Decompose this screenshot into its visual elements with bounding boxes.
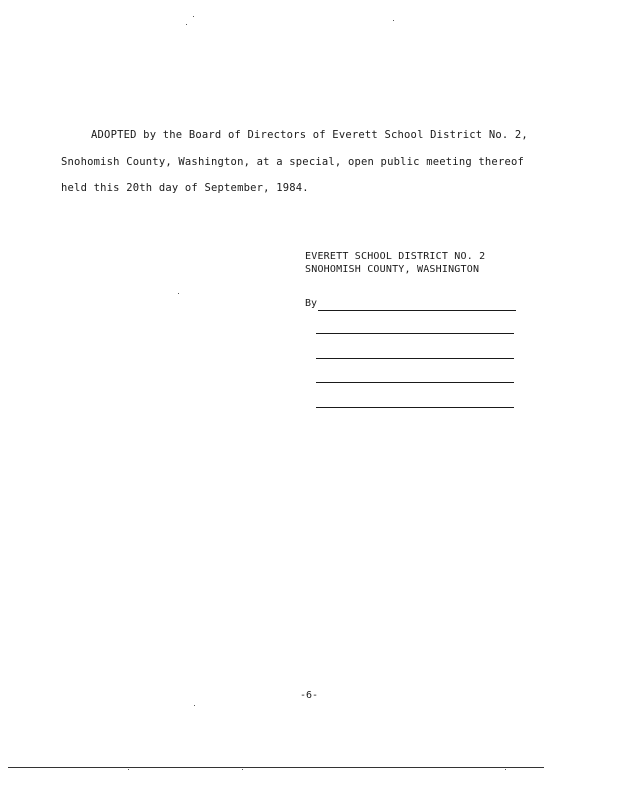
by-label: By [305, 298, 318, 309]
signature-block-heading [305, 250, 485, 276]
signature-line [316, 333, 514, 334]
by-signature-line [318, 310, 516, 311]
bottom-rule [8, 767, 544, 768]
scan-speck [505, 769, 506, 770]
scan-speck [128, 769, 129, 770]
county-name: SNOHOMISH COUNTY, WASHINGTON [305, 264, 480, 275]
scan-speck [393, 20, 394, 21]
page-number: -6- [299, 690, 319, 701]
scan-speck [186, 24, 187, 25]
signature-line [316, 358, 514, 359]
signature-line [316, 382, 514, 383]
resolution-paragraph [61, 122, 531, 202]
resolution-line-3: held this 20th day of September, 1984. [61, 182, 309, 194]
scan-speck [193, 16, 194, 17]
resolution-line-2: Snohomish County, Washington, at a special, open public meeting thereof [61, 155, 525, 168]
signature-line [316, 407, 514, 408]
scan-speck [194, 705, 195, 706]
district-name: EVERETT SCHOOL DISTRICT NO. 2 [305, 251, 486, 262]
scan-speck [178, 293, 179, 294]
by-signature-row [305, 298, 517, 314]
scan-speck [242, 769, 243, 770]
resolution-line-1: ADOPTED by the Board of Directors of Everett School District No. 2, [91, 129, 528, 141]
